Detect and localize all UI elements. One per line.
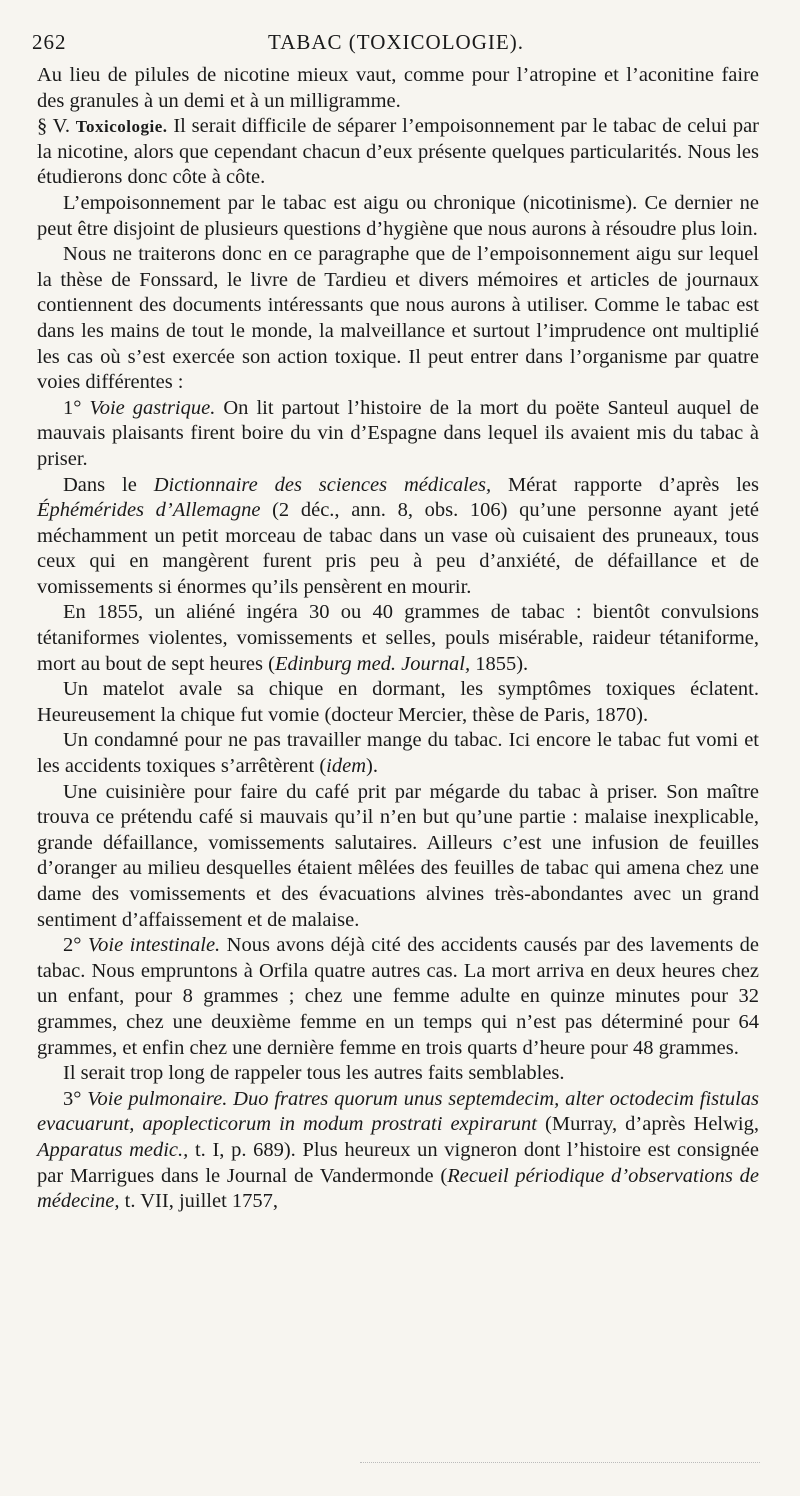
paragraph-text: Un condamné pour ne pas travailler mange du tabac. Ici encore le tabac fut vomi et les accidents toxiques s’arrêtèrent ( — [37, 729, 759, 778]
paragraph-text: En 1855, un aliéné ingéra 30 ou 40 grammes de tabac : bientôt convulsions tétaniformes violentes, vomissements et selles, pouls misérable, raideur tétaniforme, mort au bout de sept heures ( — [37, 601, 759, 675]
paragraph-text: L’empoisonnement par le tabac est aigu ou chronique (nicotinisme). Ce dernier ne peut être disjoint de plusieurs questions d’hygiène que nous aurons à résoudre plus loin. — [37, 191, 759, 240]
voie-number: 1° — [63, 396, 82, 419]
paragraph-text: Nous ne traiterons donc en ce paragraphe que de l’empoisonnement aigu sur lequel la thèse de Fonssard, le livre de Tardieu et divers mémoires et articles de journaux contiennent des documents intéressants que nous aurons à utiliser. Comme le tabac est dans les mains de tout le monde, la malveillance et surtout l’imprudence ont multiplié les cas où s’est exercée son action toxique. Il peut entrer dans l’organisme par quatre voies différentes : — [37, 243, 759, 394]
paragraph — [37, 728, 759, 779]
page-header — [32, 28, 760, 58]
scan-artifact — [360, 1462, 760, 1465]
paragraph-text: (Murray, d’après Helwig, — [545, 1113, 760, 1136]
paragraph — [37, 780, 759, 934]
citation-title: Edinburg med. Journal, — [274, 652, 471, 675]
paragraph — [37, 63, 759, 114]
paragraph-text: t. VII, juillet 1757, — [119, 1190, 279, 1213]
page-number: 262 — [32, 30, 67, 54]
paragraph-text: Une cuisinière pour faire du café prit par mégarde du tabac à priser. Son maître trouva ce prétendu café si mauvais qu’il n’en but qu’une partie : malaise inexplicable, grande défaillance, vomissements salutaires. Ailleurs c’est une infusion de feuilles d’oranger au milieu desquelles étaient mêlées des feuilles de tabac qui amena chez une dame des vomissements et des évacuations alvines très-abondantes avec un grand sentiment d’affaissement et de malaise. — [37, 780, 759, 931]
paragraph-text: Dans le — [63, 473, 137, 496]
section-title: Toxicologie. — [75, 117, 168, 137]
citation-title: Éphémérides d’Allemagne — [37, 499, 261, 522]
paragraph-text: On lit partout l’histoire de la mort du poëte Santeul auquel de mauvais plaisants firent boire du vin d’Espagne dans lequel ils avaient mis du tabac à priser. — [37, 396, 759, 470]
running-head: TABAC (TOXICOLOGIE). — [268, 30, 524, 54]
paragraph — [37, 473, 759, 601]
paragraph-text: Mérat rapporte d’après les — [507, 473, 759, 496]
paragraph-text: Il serait trop long de rappeler tous les autres faits semblables. — [63, 1062, 565, 1085]
paragraph-text: Un matelot avale sa chique en dormant, les symptômes toxiques éclatent. Heureusement la chique fut vomie (docteur Mercier, thèse de Paris, 1870). — [37, 678, 759, 726]
paragraph-text: 1855). — [470, 652, 529, 675]
paragraph — [37, 191, 759, 242]
paragraph — [37, 242, 759, 396]
body-text — [37, 63, 759, 1215]
voie-title: Voie pulmonaire. — [87, 1087, 228, 1110]
voie-number: 3° — [63, 1087, 82, 1110]
voie-number: 2° — [63, 934, 82, 957]
paragraph-text: Nous avons déjà cité des accidents causés par des lavements de tabac. Nous empruntons à Orfila quatre autres cas. La mort arriva en deux heures chez un enfant, pour 8 grammes ; chez une femme adulte en quinze minutes pour 32 grammes, chez une deuxième femme en un temps qui n’est pas déterminé pour 64 grammes, et enfin chez une dernière femme en trois quarts d’heure pour 48 grammes. — [37, 934, 760, 1059]
paragraph — [37, 677, 759, 728]
voie-title: Voie intestinale. — [87, 934, 221, 957]
paragraph-text: Il serait difficile de séparer l’empoisonnement par le tabac de celui par la nicotine, alors que cependant chacun d’eux présente quelques particularités. Nous les étudierons donc côte à côte. — [37, 115, 760, 189]
paragraph-text: (2 déc., ann. 8, obs. 106) qu’une personne ayant jeté méchamment un petit morceau de tabac dans un vase où cuisaient des pruneaux, tous ceux qui en mangèrent furent pris peu à peu d’anxiété, de défaillance et de vomissements si énormes qu’ils pensèrent en mourir. — [37, 499, 760, 598]
section-number: § V. — [37, 115, 70, 138]
citation-title: Recueil périodique d’observations de médecine, — [37, 1164, 759, 1213]
voie-paragraph — [37, 1087, 759, 1215]
section-paragraph — [37, 114, 759, 191]
voie-paragraph — [37, 933, 759, 1061]
citation-title: Apparatus medic., — [37, 1138, 189, 1161]
paragraph-text: t. I, p. 689). Plus heureux un vigneron dont l’histoire est consignée par Marrigues dans le Journal de Vandermonde ( — [37, 1138, 760, 1187]
paragraph-text: Au lieu de pilules de nicotine mieux vaut, comme pour l’atropine et l’aconitine faire des granules à un demi et à un milligramme. — [37, 64, 759, 112]
citation-title: Dictionnaire des sciences médicales, — [153, 473, 492, 496]
paragraph — [37, 600, 759, 677]
paragraph — [37, 1061, 759, 1087]
latin-quote: Duo fratres quorum unus septemdecim, alter octodecim fistulas evacuarunt, apoplecticorum in modum prostrati expirarunt — [37, 1087, 759, 1136]
paragraph-text: ). — [366, 755, 378, 778]
voie-paragraph — [37, 396, 759, 473]
citation-title: idem — [326, 755, 367, 778]
voie-title: Voie gastrique. — [89, 396, 216, 419]
